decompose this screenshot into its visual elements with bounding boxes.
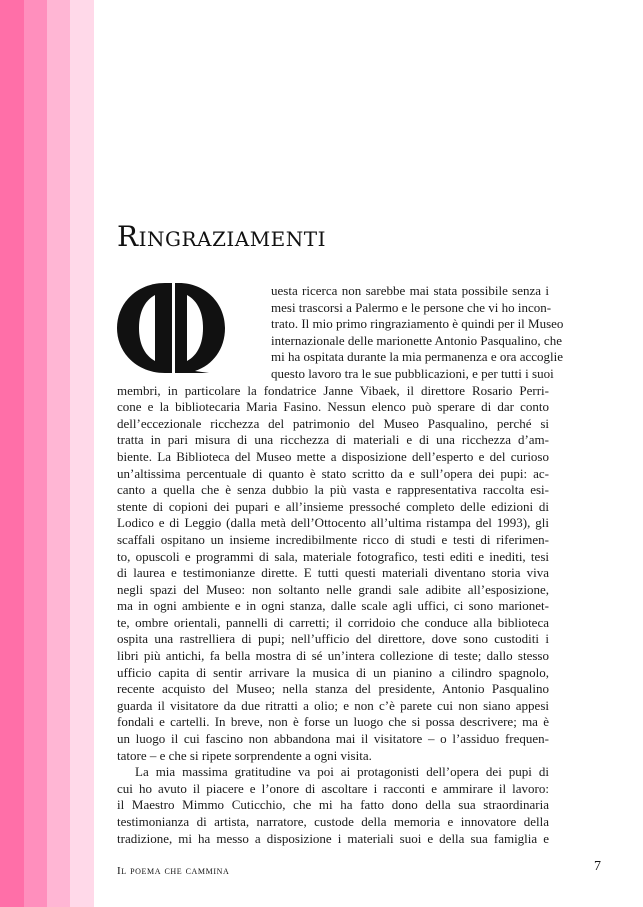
text-line: Lodico e di Leggio (dalla metà dell’Ottocento all’ultima ristampa del 1993), gli	[117, 515, 549, 531]
text-line: trato. Il mio primo ringraziamento è quindi per il Museo	[271, 316, 564, 332]
text-line: to, opuscoli e programmi di sala, materiale fotografico, testi editi e inediti, tesi	[117, 548, 549, 564]
text-line: un’altissima percentuale di quanto è stato scritto da e sull’opera dei pupi: ac-	[117, 465, 549, 481]
text-line: mesi trascorsi a Palermo e le persone che vi ho incon-	[271, 299, 552, 315]
text-line: mi ha ospitata durante la mia permanenza e ora accoglie	[271, 349, 563, 365]
text-line: testimonianza di artista, narratore, custode della memoria e innovatore della	[117, 814, 549, 829]
text-line: ma in ogni ambiente e in ogni stanza, dalle scale agli uffici, ci sono marionet-	[117, 598, 549, 614]
text-line: membri, in particolare la fondatrice Janne Vibaek, il direttore Rosario Perri-	[117, 382, 549, 398]
text-line: di laurea e testimonianze dirette. E tutti questi materiali diventano storia viva	[117, 565, 549, 581]
text-line: cui ho avuto il piacere e l’onore di ascoltare i racconti e ammirare il lavoro:	[117, 780, 549, 796]
text-line: internazionale delle marionette Antonio Pasqualino, che	[271, 332, 562, 348]
text-line: scaffali ospitano un insieme incredibilmente ricco di studi e testi di riferimen-	[117, 531, 549, 547]
text-line: cone e la bibliotecaria Maria Fasino. Nessun elenco può sperare di dar conto	[117, 399, 549, 415]
text-line: un luogo il cui fascino non abbandona mai il visitatore – o l’assiduo frequen-	[117, 731, 549, 747]
text-line: tradizione, mi ha messo a disposizione i materiali suoi e della sua famiglia e	[117, 830, 549, 846]
text-line: ufficio capita di sentir arrivare la musica di un pianino a cilindro spagnolo,	[117, 664, 549, 680]
text-line: tratta in pari misura di una ricchezza di materiali e di una ricchezza d’am-	[117, 432, 549, 448]
text-line: canto a quella che è senza dubbio la più vasta e rappresentativa raccolta esi-	[117, 482, 549, 498]
text-line: libri più antichi, fa bella mostra di sé un’intera collezione di teste; dallo stesso	[117, 648, 549, 664]
margin-stripe-2	[24, 0, 47, 907]
text-line: uesta ricerca non sarebbe mai stata possibile senza i	[271, 283, 549, 298]
text-line: recente acquisto del Museo; nella stanza del presidente, Antonio Pasqualino	[117, 681, 549, 697]
chapter-heading: Ringraziamenti	[117, 220, 327, 253]
text-line: biente. La Biblioteca del Museo mette a disposizione dell’esperto e del curioso	[117, 448, 549, 464]
text-line: stente di copioni dei pupari e all’insieme pressoché completo delle edizioni di	[117, 498, 549, 514]
text-line: dell’eccezionale ricchezza del patrimonio del Museo Pasqualino, perché si	[117, 415, 549, 431]
text-line: il Maestro Mimmo Cuticchio, che mi ha fatto dono della sua straordinaria	[117, 797, 549, 813]
running-title: Il poema che cammina	[117, 865, 230, 877]
text-line: fondali e cartelli. In breve, non è forse un luogo che si possa descrivere; ma è	[117, 714, 549, 730]
page-number: 7	[594, 859, 601, 874]
text-line: La mia massima gratitudine va poi ai protagonisti dell’opera dei pupi di	[135, 764, 549, 780]
body-text	[117, 283, 564, 847]
text-line: te, ombre orientali, pannelli di carretti; il corridoio che conduce alla biblioteca	[117, 614, 549, 630]
margin-stripe-3	[47, 0, 70, 907]
text-line: questo lavoro tra le sue pubblicazioni, e per tutti i suoi	[271, 365, 554, 381]
margin-stripe-1	[0, 0, 24, 907]
text-line: ospita una rastrelliera di pupi; nell’ufficio del direttore, dove sono custoditi i	[117, 631, 549, 647]
margin-stripe-4	[70, 0, 94, 907]
text-line: guarda il visitatore da due ritratti a olio; e non c’è parete cui non siano appesi	[117, 697, 549, 713]
text-line: tatore – e che si ripete sorprendente a ogni visita.	[117, 747, 372, 763]
text-line: negli spazi del Museo: non soltanto nelle grandi sale adibite all’esposizione,	[117, 581, 549, 597]
